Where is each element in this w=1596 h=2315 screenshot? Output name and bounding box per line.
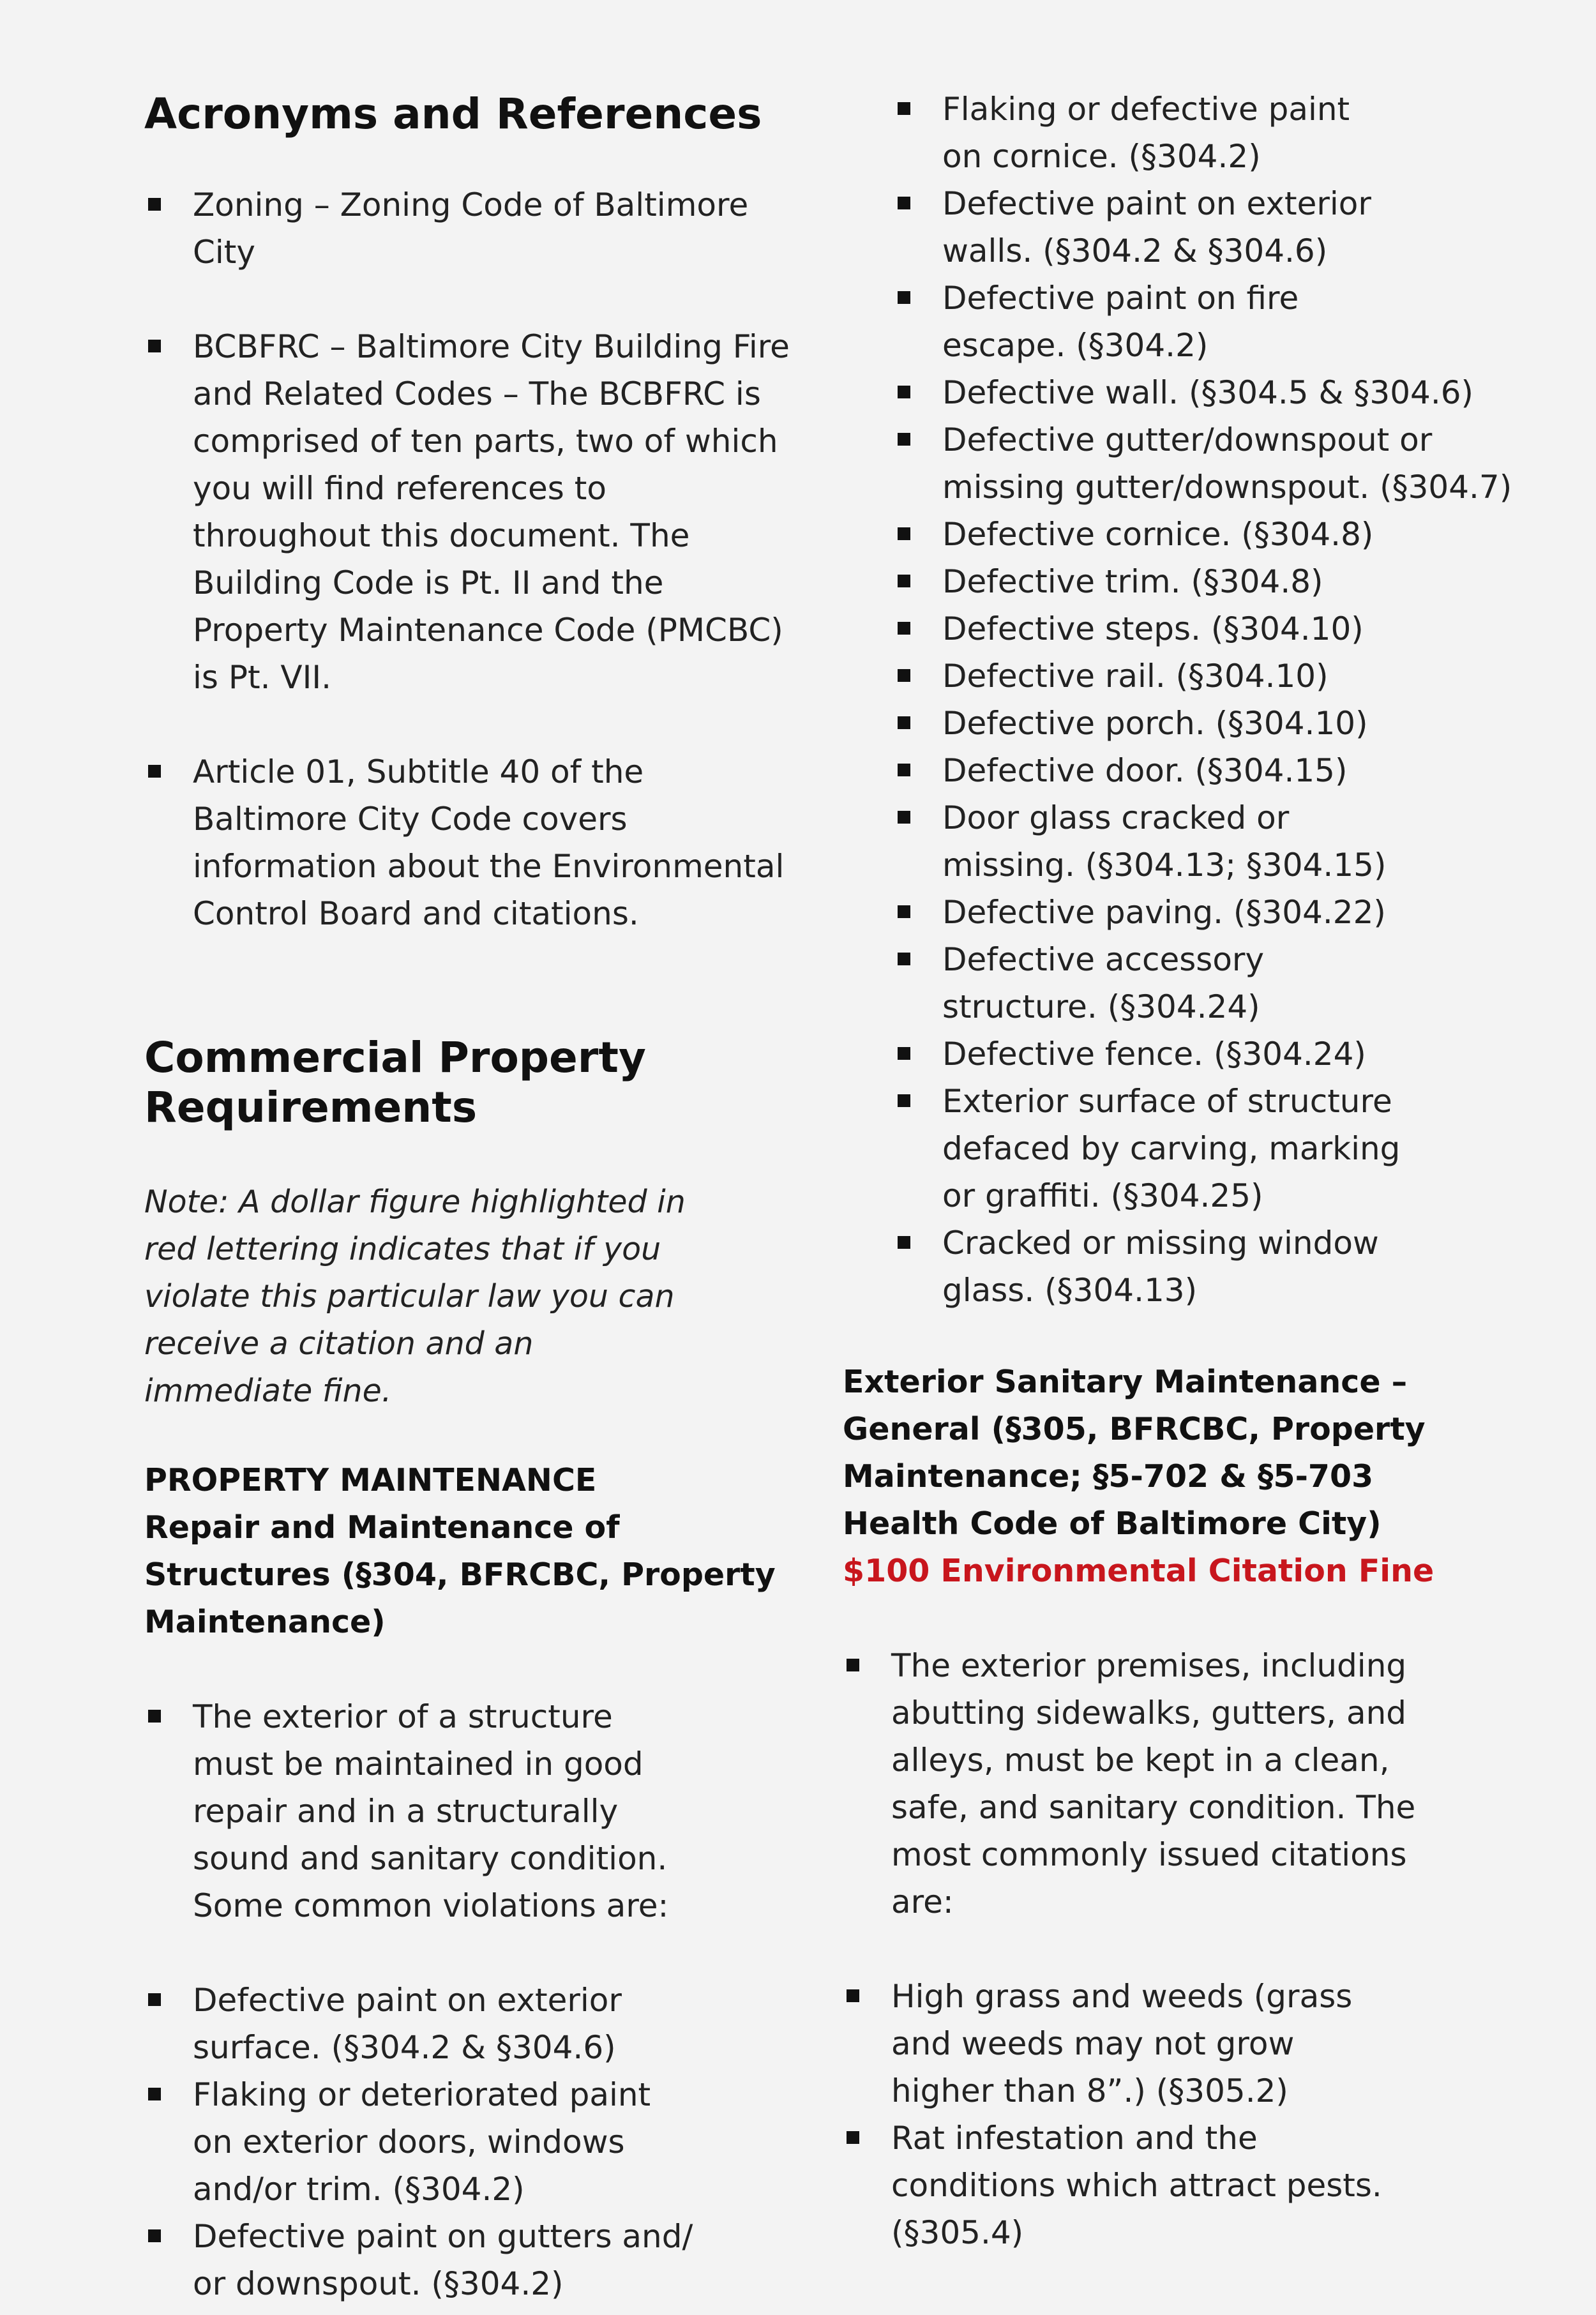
acronym-item-article: Article 01, Subtitle 40 of the Baltimore City Code covers information about the Environmental Control Board and citations.: [144, 748, 793, 937]
bullet-square-icon: [847, 1989, 859, 2002]
fine-note: Note: A dollar figure highlighted in red lettering indicates that if you violate this particular law you can receive a citation and an immediate fine.: [144, 1184, 686, 1409]
violation-item: Door glass cracked or missing. (§304.13; §304.15): [894, 794, 1427, 889]
violation-item: Exterior surface of structure defaced by carving, marking or graffiti. (§304.25): [894, 1078, 1427, 1219]
violation-item: Defective wall. (§304.5 & §304.6): [894, 369, 1532, 416]
violations-list-left: [144, 1977, 693, 2307]
citation-item: High grass and weeds (grass and weeds may not grow higher than 8”.) (§305.2): [843, 1973, 1404, 2115]
bullet-square-icon: [148, 2088, 161, 2100]
left-column: [144, 0, 815, 2307]
bullet-square-icon: [898, 811, 910, 824]
structure-intro: The exterior of a structure must be maintained in good repair and in a structurally sound and sanitary condition. Some common violations are:: [144, 1693, 678, 1929]
bullet-square-icon: [847, 1659, 859, 1671]
bullet-square-icon: [148, 1710, 161, 1723]
bullet-square-icon: [847, 2131, 859, 2144]
bullet-square-icon: [898, 197, 910, 209]
acronyms-list: [144, 181, 815, 937]
bullet-square-icon: [898, 527, 910, 540]
violation-item: Defective cornice. (§304.8): [894, 511, 1532, 558]
bullet-square-icon: [898, 953, 910, 965]
violation-item: Defective paint on fire escape. (§304.2): [894, 275, 1389, 369]
bullet-square-icon: [898, 622, 910, 635]
violation-item: Defective gutter/downspout or missing gutter/downspout. (§304.7): [894, 416, 1517, 511]
bullet-square-icon: [898, 716, 910, 729]
sanitary-fine: $100 Environmental Citation Fine: [843, 1553, 1434, 1589]
violation-item: Defective porch. (§304.10): [894, 700, 1532, 747]
bullet-square-icon: [148, 2229, 161, 2242]
bullet-square-icon: [148, 765, 161, 778]
violation-item: Cracked or missing window glass. (§304.13): [894, 1219, 1427, 1314]
violation-item: Defective rail. (§304.10): [894, 652, 1532, 700]
sanitary-citations-list: [843, 1973, 1404, 2256]
sanitary-intro: The exterior premises, including abutting sidewalks, gutters, and alleys, must be kept in a clean, safe, and sanitary condition. The most commonly issued citations are:: [843, 1642, 1440, 1926]
violation-item: Defective paving. (§304.22): [894, 889, 1532, 936]
sanitary-heading: Exterior Sanitary Maintenance – General (§305, BFRCBC, Property Maintenance; §5-702 & §5-703 Health Code of Baltimore City): [843, 1364, 1426, 1542]
repair-maintenance-heading: Repair and Maintenance of Structures (§304, BFRCBC, Property Maintenance): [144, 1509, 776, 1640]
violation-item: Defective door. (§304.15): [894, 747, 1532, 794]
violations-list-right: [894, 86, 1532, 1314]
citation-item: Rat infestation and the conditions which attract pests. (§305.4): [843, 2115, 1404, 2256]
violation-item: Defective paint on exterior surface. (§304.2 & §304.6): [144, 1977, 693, 2071]
acronym-item-zoning: Zoning – Zoning Code of Baltimore City: [144, 181, 815, 276]
violation-item: Defective steps. (§304.10): [894, 605, 1532, 652]
acronyms-heading: Acronyms and References: [144, 89, 762, 139]
commercial-heading: Commercial Property Requirements: [144, 1033, 646, 1132]
bullet-square-icon: [898, 1236, 910, 1249]
bullet-square-icon: [898, 102, 910, 115]
bullet-square-icon: [898, 291, 910, 304]
bullet-square-icon: [148, 198, 161, 211]
violation-item: Defective trim. (§304.8): [894, 558, 1532, 605]
bullet-square-icon: [898, 1094, 910, 1107]
bullet-square-icon: [898, 1047, 910, 1060]
violation-item: Flaking or deteriorated paint on exterior doors, windows and/or trim. (§304.2): [144, 2071, 693, 2213]
bullet-square-icon: [148, 340, 161, 352]
bullet-square-icon: [898, 575, 910, 587]
violation-item: Defective accessory structure. (§304.24): [894, 936, 1351, 1030]
bullet-square-icon: [898, 764, 910, 776]
bullet-square-icon: [898, 905, 910, 918]
violation-item: Defective paint on exterior walls. (§304.2 & §304.6): [894, 180, 1389, 275]
bullet-square-icon: [898, 386, 910, 398]
violation-item: Defective paint on gutters and/ or downspout. (§304.2): [144, 2213, 693, 2307]
property-maintenance-label: PROPERTY MAINTENANCE: [144, 1462, 597, 1498]
acronym-item-bcbfrc: BCBFRC – Baltimore City Building Fire and Related Codes – The BCBFRC is comprised of ten parts, two of which you will find references to throughout this document. The Building Code is Pt. II and the Property Maintenance Code (PMCBC) is Pt. VII.: [144, 323, 793, 701]
violation-item: Defective fence. (§304.24): [894, 1030, 1532, 1078]
sanitary-intro-list: [843, 1642, 1558, 1926]
right-column: [843, 0, 1558, 2256]
structure-intro-list: [144, 1693, 815, 1929]
bullet-square-icon: [898, 669, 910, 682]
bullet-square-icon: [898, 433, 910, 446]
violation-item: Flaking or defective paint on cornice. (§304.2): [894, 86, 1389, 180]
bullet-square-icon: [148, 1993, 161, 2006]
